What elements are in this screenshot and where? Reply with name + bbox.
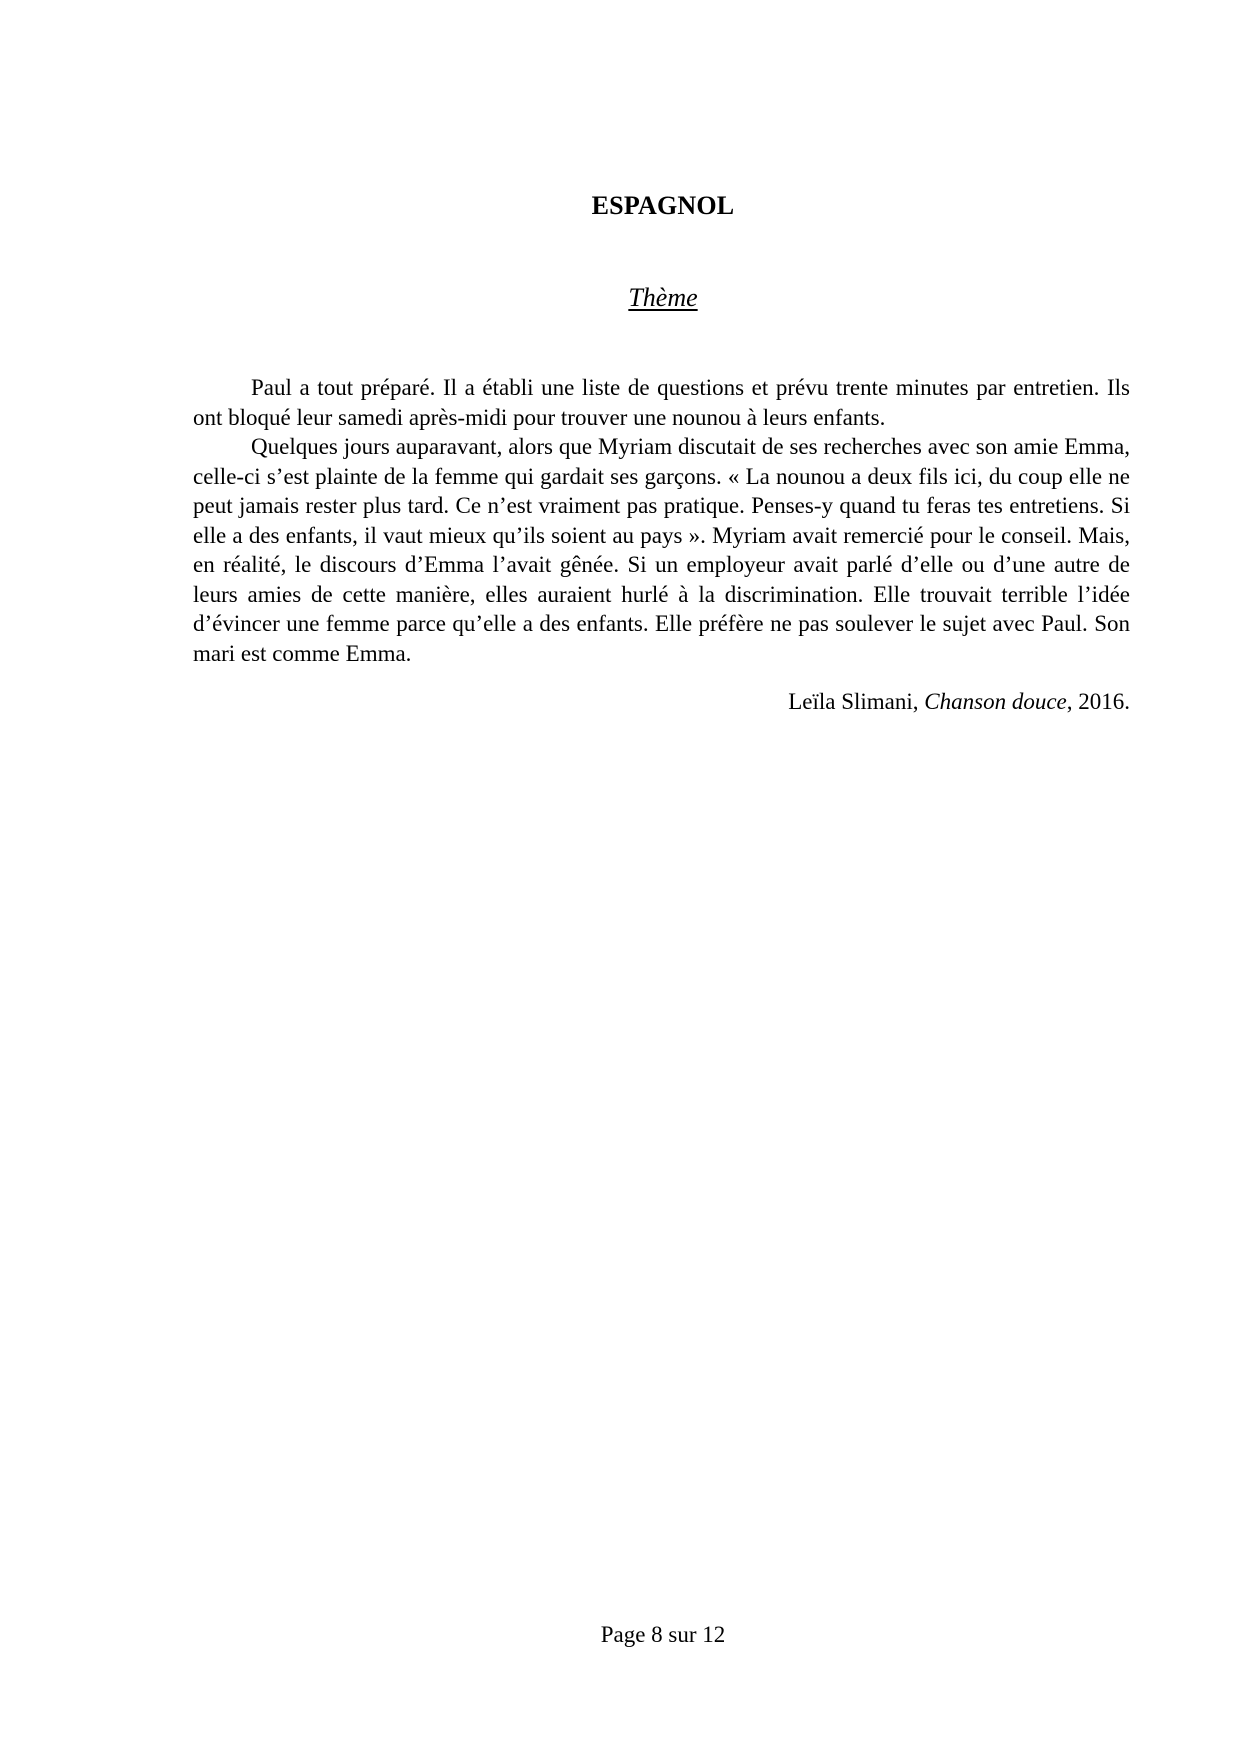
attribution-author: Leïla Slimani, [788, 689, 919, 714]
body-text [193, 373, 1130, 668]
paragraph-2: Quelques jours auparavant, alors que Myriam discutait de ses recherches avec son amie Emma, celle-ci s’est plainte de la femme qui gardait ses garçons. « La nounou a deux fils ici, du coup elle ne peut jamais rester plus tard. Ce n’est vraiment pas pratique. Penses-y quand tu feras tes entretiens. Si elle a des enfants, il vaut mieux qu’ils soient au pays ». Myriam avait remercié pour le conseil. Mais, en réalité, le discours d’Emma l’avait gênée. Si un employeur avait parlé d’elle ou d’une autre de leurs amies de cette manière, elles auraient hurlé à la discrimination. Elle trouvait terrible l’idée d’évincer une femme parce qu’elle a des enfants. Elle préfère ne pas soulever le sujet avec Paul. Son mari est comme Emma. [193, 434, 1130, 666]
attribution-work: Chanson douce [924, 689, 1067, 714]
page-number: Page 8 sur 12 [600, 1622, 726, 1647]
section-title: ESPAGNOL [591, 191, 735, 220]
subtitle: Thème [628, 283, 698, 312]
paragraph-1: Paul a tout préparé. Il a établi une liste de questions et prévu trente minutes par entretien. Ils ont bloqué leur samedi après-midi pour trouver une nounou à leurs enfants. [193, 375, 1130, 430]
attribution [193, 687, 1130, 716]
attribution-year: , 2016. [1066, 689, 1130, 714]
